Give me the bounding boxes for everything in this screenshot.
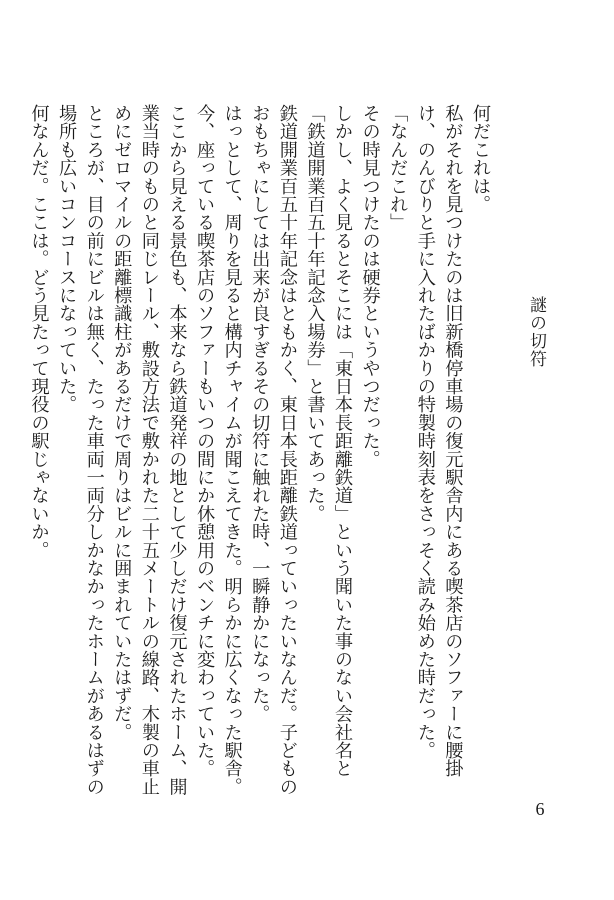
paragraph: その時見つけたのは硬券というやつだった。 [359,104,381,468]
body-text [25,104,494,804]
paragraph: しかし、よく見るとそこには「東日本長距離鉄道」という聞いた事のない会社名と「鉄道開業百五十年記念入場券」と書いてあった。 [304,104,354,778]
paragraph: 私がそれを見つけたのは旧新橋停車場の復元駅舎内にある喫茶店のソファーに腰掛け、のんびりと手に入れたばかりの特製時刻表をさっそく読み始めた時だった。 [414,104,464,778]
paragraph: 「なんだこれ」 [387,104,409,232]
paragraph: 何なんだ。ここは。どう見たって現役の駅じゃないか。 [28,104,50,559]
paragraph: ところが、目の前にビルは無く、たった車両一両分しかなかったホームがあるはずの場所も広いコンコースになっていた。 [56,104,105,796]
paragraph: 鉄道開業百五十年記念はともかく、東日本長距離鉄道っていったいなんだ。子どものおもちゃにしては出来が良すぎるその切符に触れた時、一瞬静かになった。 [249,104,298,796]
paragraph: 何だこれは。 [470,104,491,214]
paragraph: はっとして、周りを見ると構内チャイムが聞こえてきた。明らかに広くなった駅舎。 [221,104,243,796]
paragraph: 今、座っている喫茶店のソファーもいつの間にか休憩用のベンチに変わっていた。 [194,104,216,778]
paragraph: ここから見える景色も、本来なら鉄道発祥の地として少しだけ復元されたホーム、開業当時のものと同じレール、敷設方法で敷かれた二十五メートルの線路、木製の車止めにゼロマイルの距離標識柱があるだけで周りはビルに囲まれていたはずだ。 [111,104,188,796]
running-header: 謎の切符 [526,296,546,368]
page-number: 6 [535,799,545,819]
